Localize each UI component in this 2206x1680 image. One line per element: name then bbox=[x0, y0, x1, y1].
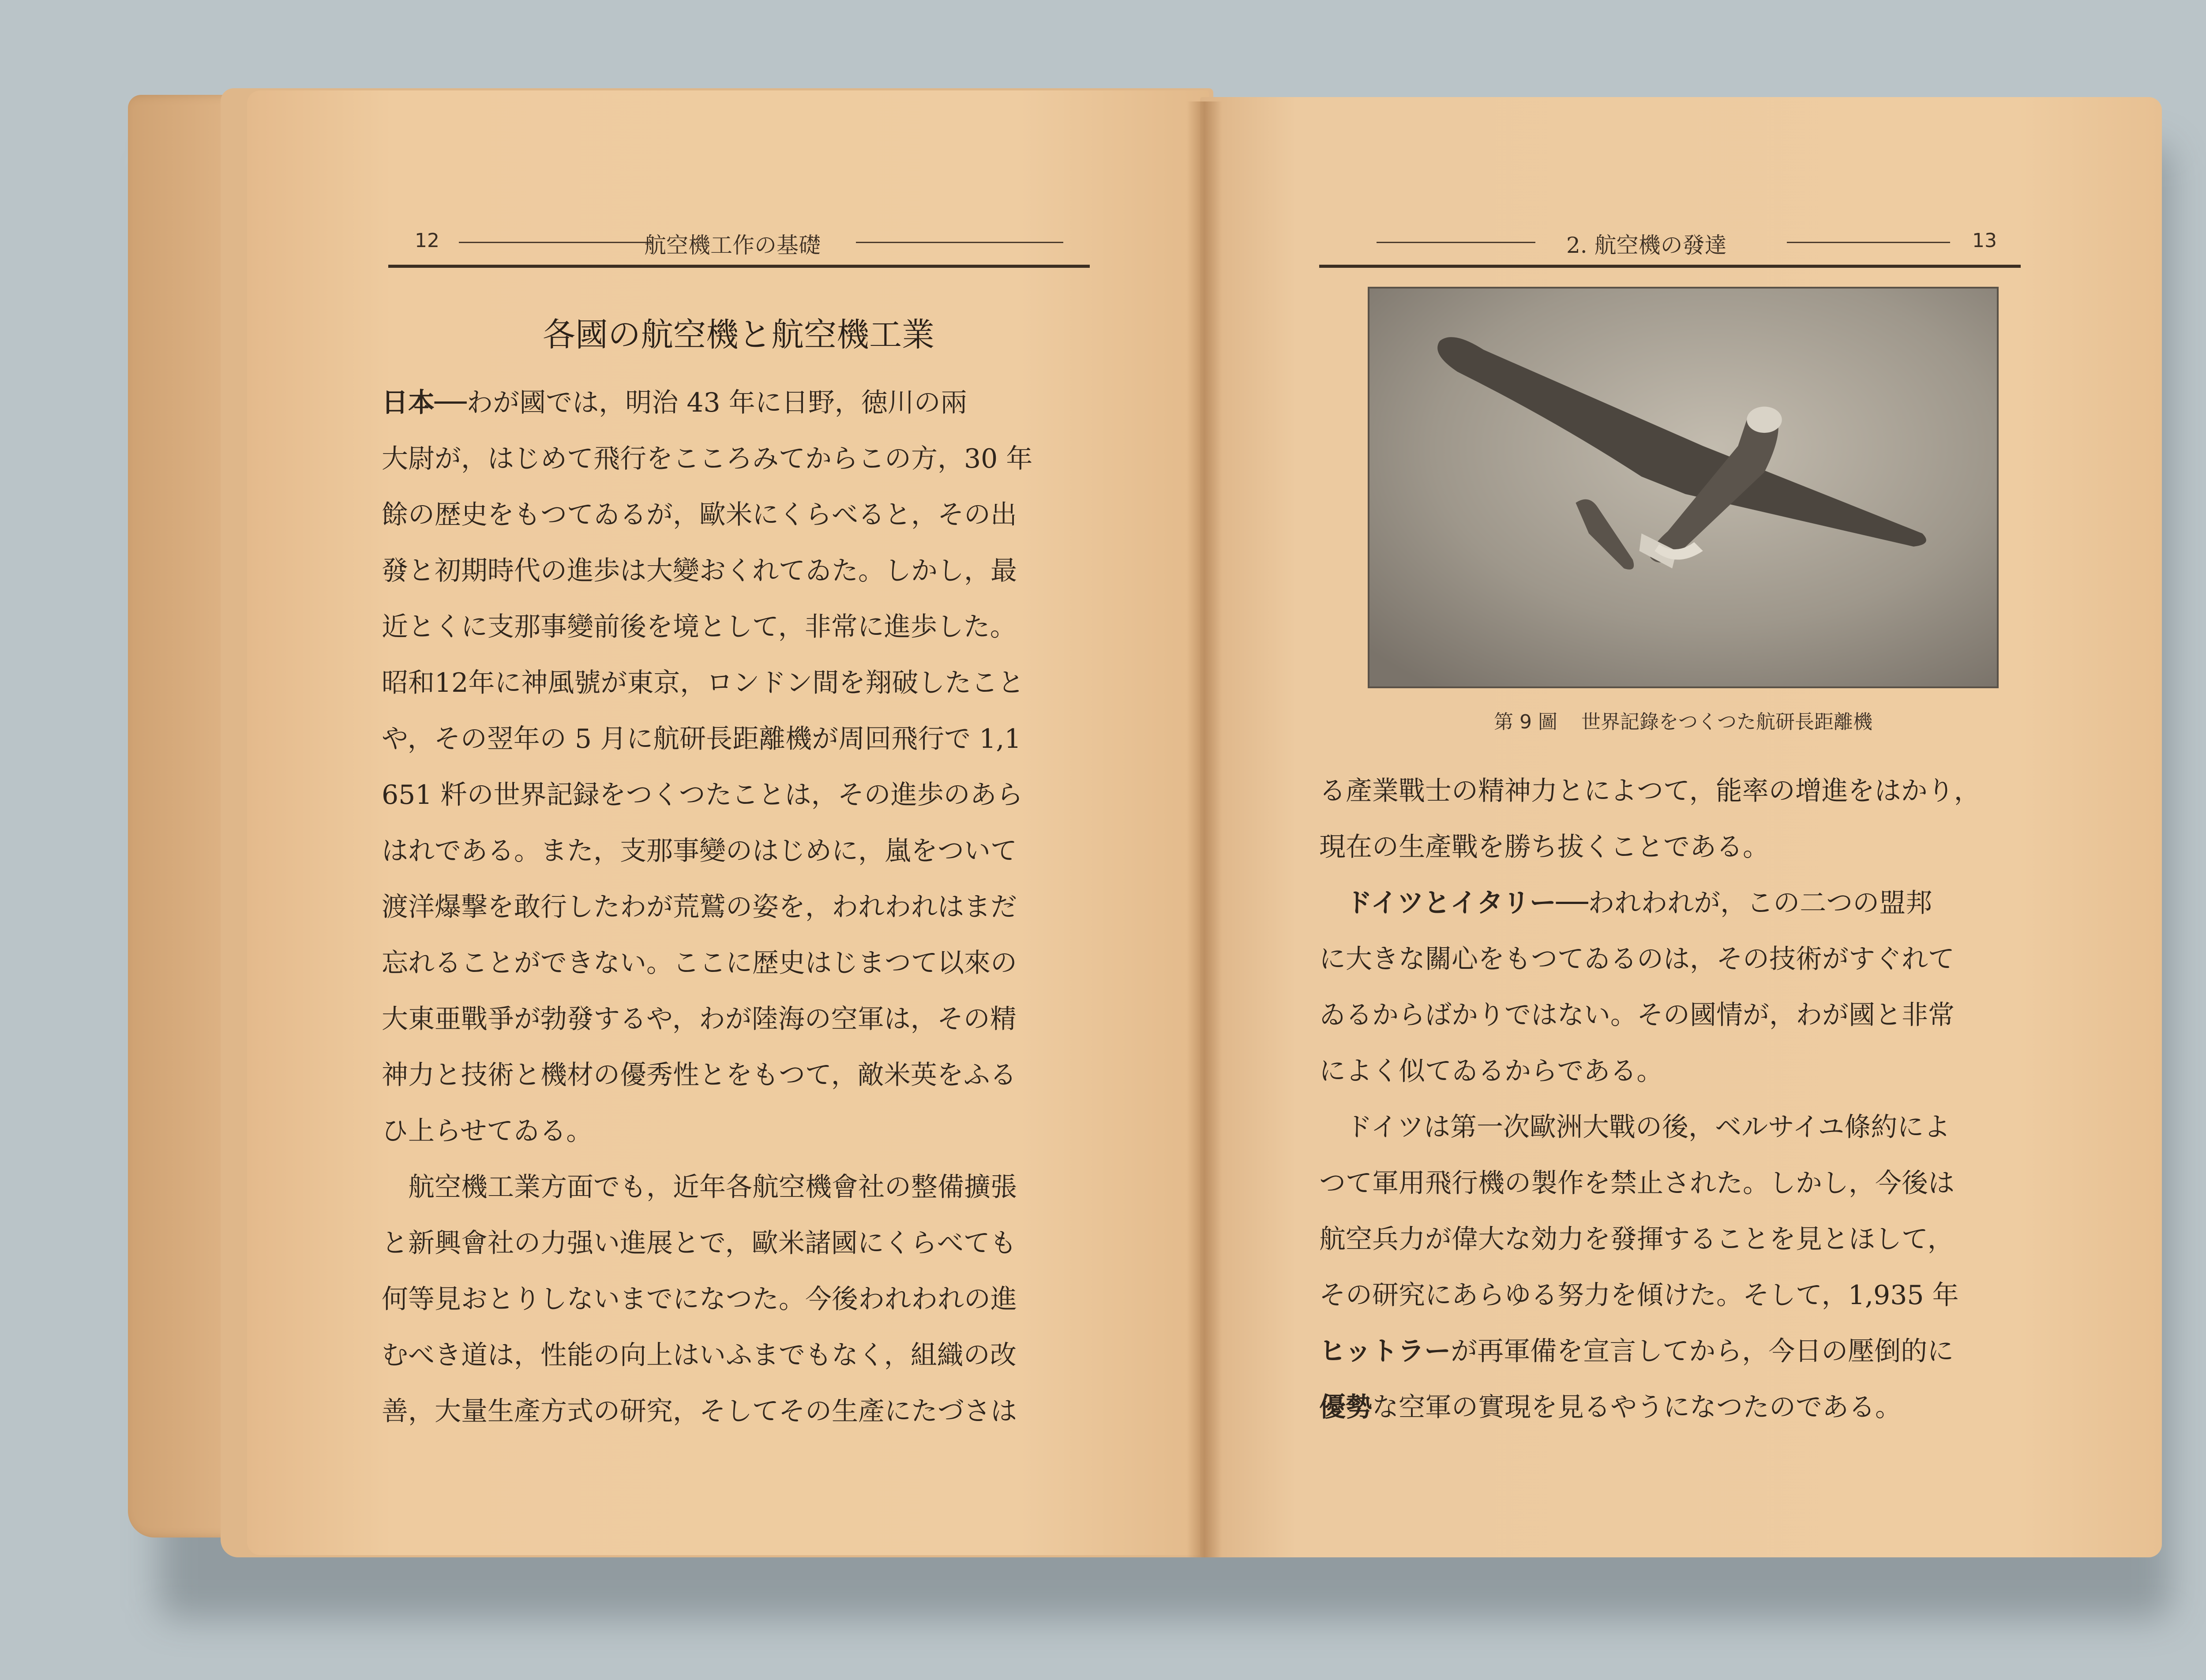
text-segment: が再軍備を宣言してから，今日の壓倒的に bbox=[1451, 1336, 1954, 1367]
airplane-illustration bbox=[1369, 289, 1997, 686]
text-line bbox=[1319, 1211, 2034, 1268]
text-line bbox=[1319, 875, 2034, 931]
text-segment: 航空兵力が偉大な効力を發揮することを見とほして， bbox=[1319, 1224, 1954, 1255]
text-line bbox=[382, 487, 1096, 543]
text-segment: つて軍用飛行機の製作を禁止された。しかし，今後は bbox=[1319, 1168, 1955, 1199]
text-segment: 渡洋爆撃を敢行したわが荒鷲の姿を，われわれはまだ bbox=[382, 892, 1017, 922]
text-segment: と新興會社の力强い進展とで，歐米諸國にくらべても bbox=[382, 1228, 1017, 1259]
text-segment: 大尉が，はじめて飛行をこころみてからこの方，30 年 bbox=[382, 443, 1033, 474]
text-segment: ゐるからばかりではない。その國情が，わが國と非常 bbox=[1319, 1000, 1955, 1031]
text-line bbox=[382, 1215, 1096, 1271]
right-head-dash-2 bbox=[1787, 242, 1950, 243]
figure-caption bbox=[1368, 706, 1999, 734]
text-segment: ──われわれが，この二つの盟邦 bbox=[1556, 888, 1932, 919]
text-segment: る產業戰士の精神力とによつて，能率の增進をはかり， bbox=[1319, 776, 1981, 806]
text-segment: 發と初期時代の進歩は大變おくれてゐた。しかし，最 bbox=[382, 555, 1017, 586]
text-line bbox=[1319, 1268, 2034, 1324]
text-line bbox=[382, 767, 1096, 823]
text-line bbox=[382, 543, 1096, 599]
text-line bbox=[1319, 931, 2034, 987]
text-line bbox=[1319, 1043, 2034, 1099]
text-line bbox=[382, 1328, 1096, 1384]
text-segment: ひ上らせてゐる。 bbox=[382, 1116, 593, 1147]
left-body-text bbox=[382, 375, 1096, 1440]
text-segment: 神力と技術と機材の優秀性とをもつて，敵米英をふる bbox=[382, 1060, 1017, 1091]
text-segment: 何等見おとりしないまでになつた。今後われわれの進 bbox=[382, 1284, 1017, 1315]
left-head-dash-2 bbox=[856, 242, 1063, 243]
text-line bbox=[1319, 819, 2034, 875]
text-line bbox=[1319, 1380, 2034, 1436]
right-page-number: 13 bbox=[1972, 229, 1997, 252]
text-segment: 昭和12年に神風號が東京，ロンドン間を翔破したこと bbox=[382, 668, 1024, 698]
bold-term: 日本 bbox=[382, 387, 435, 418]
airplane-photo bbox=[1368, 287, 1999, 688]
text-line bbox=[1319, 1324, 2034, 1380]
text-line bbox=[382, 1271, 1096, 1328]
left-page-number: 12 bbox=[415, 229, 439, 252]
text-segment: むべき道は，性能の向上はいふまでもなく，組織の改 bbox=[382, 1340, 1017, 1371]
section-heading: 各國の航空機と航空機工業 bbox=[543, 316, 934, 354]
bold-term: 優勢 bbox=[1319, 1392, 1372, 1423]
text-segment: その研究にあらゆる努力を傾けた。そして，1,935 年 bbox=[1319, 1280, 1959, 1311]
text-line bbox=[1319, 1155, 2034, 1211]
right-running-title: 2. 航空機の發達 bbox=[1566, 232, 1727, 258]
text-line bbox=[382, 711, 1096, 767]
text-segment: はれである。また，支那事變のはじめに，嵐をついて bbox=[382, 836, 1017, 866]
text-line bbox=[382, 599, 1096, 655]
text-line bbox=[382, 1047, 1096, 1103]
text-line bbox=[382, 991, 1096, 1047]
text-segment: 大東亜戰爭が勃發するや，わが陸海の空軍は，その精 bbox=[382, 1004, 1017, 1035]
right-head-dash bbox=[1377, 242, 1535, 243]
text-segment: ドイツは第一次歐洲大戰の後，ベルサイユ條約によ bbox=[1319, 1112, 1951, 1143]
text-line bbox=[382, 1384, 1096, 1440]
text-segment: 現在の生產戰を勝ち拔くことである。 bbox=[1319, 832, 1769, 862]
text-line bbox=[382, 823, 1096, 879]
text-segment: 善，大量生產方式の研究，そしてその生產にたづさは bbox=[382, 1396, 1017, 1427]
left-running-title: 航空機工作の基礎 bbox=[644, 232, 821, 258]
text-segment: 忘れることができない。ここに歴史はじまつて以來の bbox=[382, 948, 1017, 979]
figure-number: 第 9 圖 bbox=[1494, 711, 1557, 733]
right-head-rule bbox=[1319, 265, 2021, 268]
book-gutter bbox=[1187, 101, 1222, 1557]
text-line bbox=[382, 431, 1096, 487]
text-line bbox=[382, 1159, 1096, 1215]
text-line bbox=[382, 375, 1096, 431]
right-running-head bbox=[1319, 229, 2021, 274]
right-body-text bbox=[1319, 763, 2034, 1436]
left-head-rule bbox=[388, 265, 1090, 268]
text-line bbox=[382, 879, 1096, 935]
text-segment: 651 粁の世界記録をつくつたことは，その進歩のあら bbox=[382, 780, 1023, 810]
figure-caption-text: 世界記錄をつくつた航研長距離機 bbox=[1581, 711, 1872, 733]
text-segment bbox=[1319, 888, 1346, 919]
bold-term: ドイツとイタリー bbox=[1346, 888, 1556, 919]
text-line bbox=[382, 935, 1096, 991]
text-segment: や，その翌年の 5 月に航研長距離機が周回飛行で 1,1 bbox=[382, 724, 1021, 754]
text-line bbox=[382, 655, 1096, 711]
bold-term: ヒットラー bbox=[1319, 1336, 1451, 1367]
text-segment: ──わが國では，明治 43 年に日野，徳川の兩 bbox=[435, 387, 967, 418]
text-segment: 近とくに支那事變前後を境として，非常に進歩した。 bbox=[382, 611, 1017, 642]
text-line bbox=[1319, 987, 2034, 1043]
text-segment: によく似てゐるからである。 bbox=[1319, 1056, 1663, 1087]
text-segment: な空軍の實現を見るやうになつたのである。 bbox=[1372, 1392, 1902, 1423]
text-line bbox=[382, 1103, 1096, 1159]
left-head-dash bbox=[459, 242, 653, 243]
text-segment: 餘の歴史をもつてゐるが，歐米にくらべると，その出 bbox=[382, 499, 1017, 530]
left-running-head bbox=[388, 229, 1090, 274]
text-segment: 航空機工業方面でも，近年各航空機會社の整備擴張 bbox=[382, 1172, 1017, 1203]
text-segment: に大きな關心をもつてゐるのは，その技術がすぐれて bbox=[1319, 944, 1955, 975]
text-line bbox=[1319, 763, 2034, 819]
text-line bbox=[1319, 1099, 2034, 1155]
